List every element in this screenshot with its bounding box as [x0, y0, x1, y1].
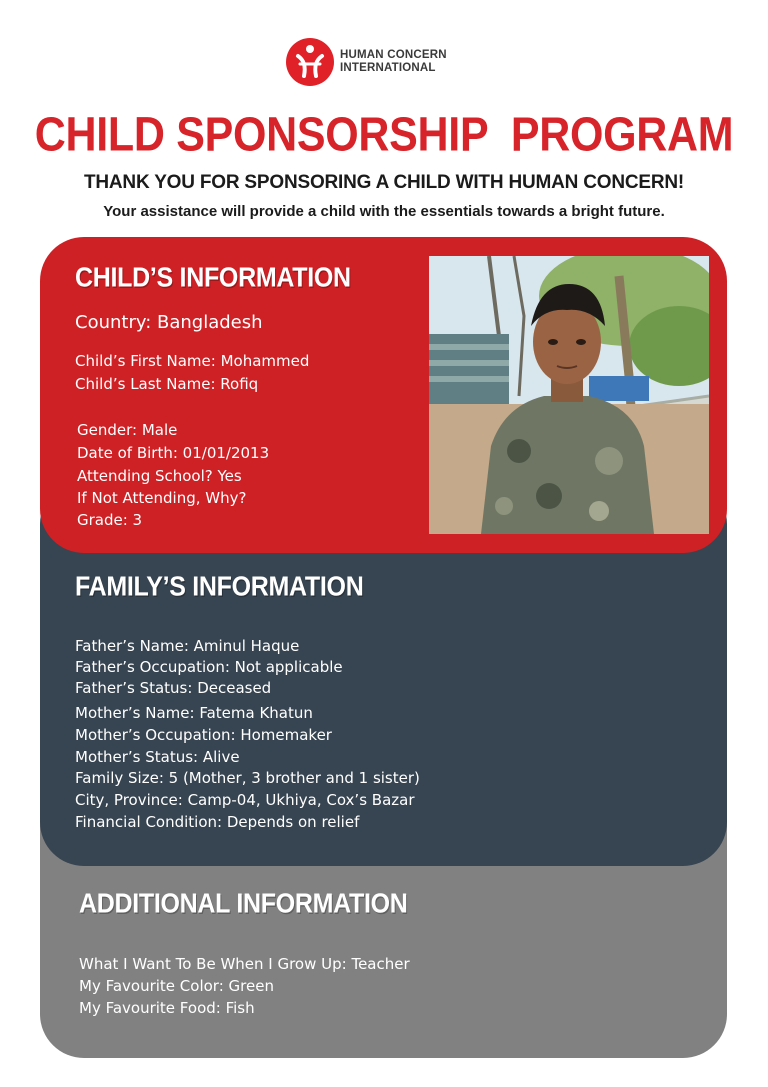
mother-name-line: Mother’s Name: Fatema Khatun [75, 704, 313, 722]
mother-occupation-line: Mother’s Occupation: Homemaker [75, 726, 332, 744]
additional-info-heading: ADDITIONAL INFORMATION [79, 888, 408, 920]
grade-line: Grade: 3 [77, 511, 143, 529]
child-info-heading: CHILD’S INFORMATION [75, 262, 351, 294]
logo [286, 38, 447, 86]
logo-line-2: INTERNATIONAL [340, 62, 436, 74]
dob-line: Date of Birth: 01/01/2013 [77, 444, 270, 462]
grow-up-line: What I Want To Be When I Grow Up: Teacher [79, 955, 410, 973]
mother-status-line: Mother’s Status: Alive [75, 748, 240, 766]
page-title: CHILD SPONSORSHIP PROGRAM [34, 108, 734, 162]
assistance-subtitle: Your assistance will provide a child with the essentials towards a bright future. [103, 203, 665, 220]
first-name-line: Child’s First Name: Mohammed [75, 352, 310, 370]
child-info-panel [40, 237, 727, 553]
favourite-food-line: My Favourite Food: Fish [79, 999, 255, 1017]
family-size-line: Family Size: 5 (Mother, 3 brother and 1 sister) [75, 769, 420, 787]
last-name-line: Child’s Last Name: Rofiq [75, 375, 259, 393]
human-concern-logo-icon [286, 38, 334, 86]
gender-line: Gender: Male [77, 421, 178, 439]
favourite-color-line: My Favourite Color: Green [79, 977, 274, 995]
city-province-line: City, Province: Camp-04, Ukhiya, Cox’s Bazar [75, 791, 415, 809]
financial-condition-line: Financial Condition: Depends on relief [75, 813, 360, 831]
father-status-line: Father’s Status: Deceased [75, 679, 272, 697]
logo-text [340, 49, 447, 75]
logo-line-1: HUMAN CONCERN [340, 49, 447, 61]
country-line: Country: Bangladesh [75, 312, 263, 333]
family-info-heading: FAMILY’S INFORMATION [75, 571, 364, 603]
not-attending-line: If Not Attending, Why? [77, 489, 247, 507]
father-occupation-line: Father’s Occupation: Not applicable [75, 658, 343, 676]
thank-you-heading: THANK YOU FOR SPONSORING A CHILD WITH HUMAN CONCERN! [83, 172, 685, 193]
father-name-line: Father’s Name: Aminul Haque [75, 637, 300, 655]
child-photo [429, 256, 709, 534]
attending-school-line: Attending School? Yes [77, 467, 242, 485]
